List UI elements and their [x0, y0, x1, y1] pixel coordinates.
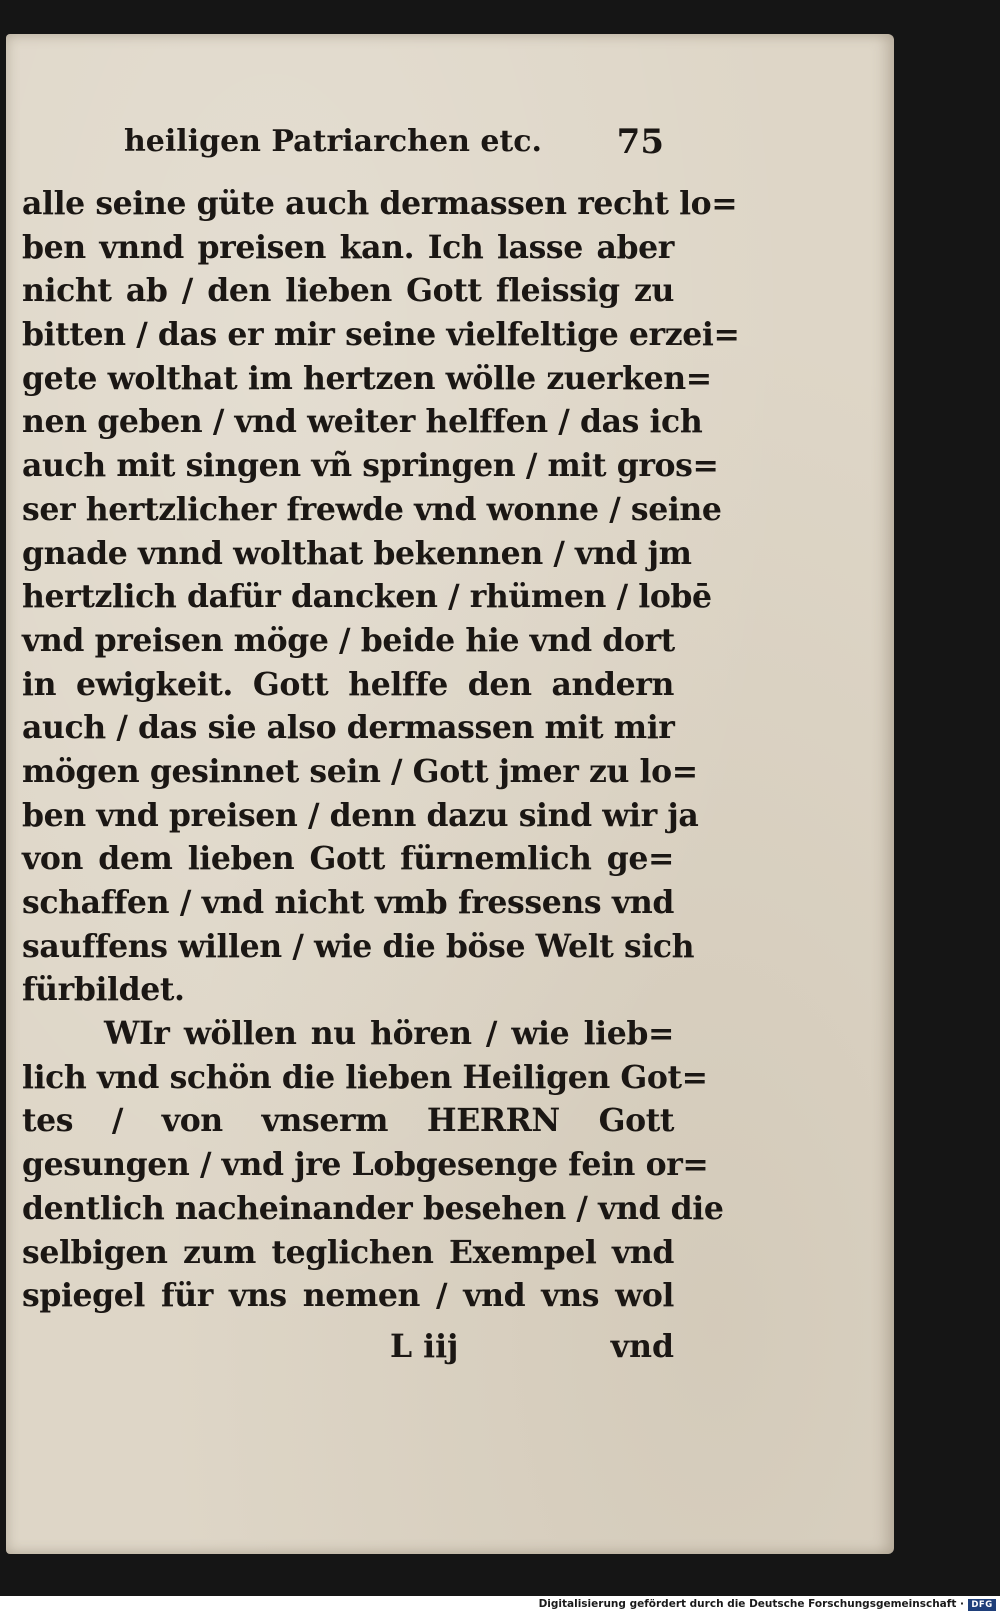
catchline — [22, 1328, 674, 1378]
text-line: spiegel für vns nemen / vnd vns wol — [22, 1277, 674, 1315]
text-line: nicht ab / den lieben Gott fleissig zu — [22, 272, 674, 310]
text-line: dentlich nacheinander besehen / vnd die — [22, 1189, 724, 1227]
footer-bar — [0, 1596, 1000, 1614]
text-line: auch mit singen vñ springen / mit gros= — [22, 447, 719, 485]
funding-credit: Digitalisierung gefördert durch die Deutsche Forschungsgemeinschaft · — [538, 1598, 964, 1610]
text-line: von dem lieben Gott fürnemlich ge= — [22, 840, 674, 878]
text-line: nen geben / vnd weiter helffen / das ich — [22, 403, 703, 441]
catchword: vnd — [610, 1328, 674, 1365]
text-line: ben vnd preisen / denn dazu sind wir ja — [22, 796, 699, 834]
text-line: selbigen zum teglichen Exempel vnd — [22, 1233, 674, 1271]
body-text — [22, 182, 740, 1318]
text-line: lich vnd schön die lieben Heiligen Got= — [22, 1058, 708, 1096]
text-line: schaffen / vnd nicht vmb fressens vnd — [22, 884, 674, 921]
text-line: fürbildet. — [22, 971, 185, 1009]
paragraph-start-line: WIr wöllen nu hören / wie lieb= — [104, 1015, 674, 1053]
book-page — [6, 34, 894, 1554]
text-line: alle seine güte auch dermassen recht lo= — [22, 185, 738, 222]
text-line: hertzlich dafür dancken / rhümen / lobē — [22, 578, 712, 616]
text-line: tes / von vnserm HERRN Gott — [22, 1102, 674, 1140]
text-line: vnd preisen möge / beide hie vnd dort — [22, 621, 675, 659]
page-number: 75 — [616, 122, 664, 162]
text-line: sauffens willen / wie die böse Welt sich — [22, 927, 695, 965]
text-line: in ewigkeit. Gott helffe den andern — [22, 665, 674, 703]
signature-mark: L iij — [390, 1328, 459, 1365]
text-line: auch / das sie also dermassen mit mir — [22, 709, 675, 747]
text-line: gesungen / vnd jre Lobgesenge fein or= — [22, 1146, 709, 1184]
text-line: gete wolthat im hertzen wölle zuerken= — [22, 359, 712, 397]
text-line: bitten / das er mir seine vielfeltige erzei= — [22, 316, 740, 354]
text-line: ben vnnd preisen kan. Ich lasse aber — [22, 228, 674, 266]
text-line: mögen gesinnet sein / Gott jmer zu lo= — [22, 752, 698, 790]
running-head-title: heiligen Patriarchen etc. — [124, 124, 542, 159]
running-head — [124, 114, 664, 174]
text-line: gnade vnnd wolthat bekennen / vnd jm — [22, 534, 692, 572]
dfg-logo-icon: DFG — [968, 1599, 996, 1611]
text-line: ser hertzlicher frewde vnd wonne / seine — [22, 490, 722, 528]
